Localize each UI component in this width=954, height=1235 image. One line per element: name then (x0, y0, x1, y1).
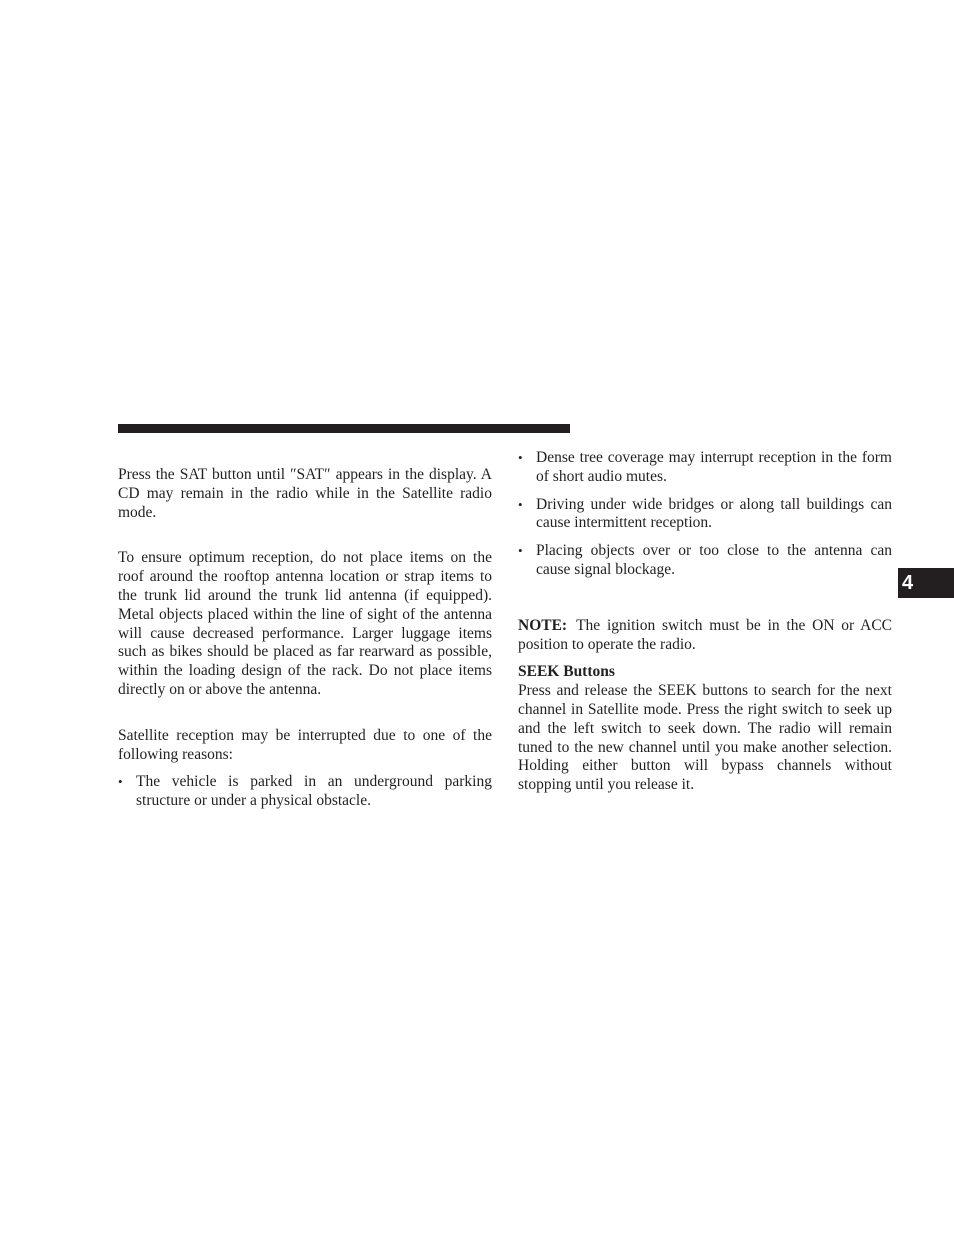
antenna-paragraph: To ensure optimum reception, do not place items on the roof around the rooftop antenna location or strap items to the trunk lid around the trunk lid antenna (if equipped). Metal objects placed within the line of sight of the antenna will cause decreased performance. Larger luggage items such as bikes should be placed as far rearward as possible, within the loading design of the rack. Do not place items directly on or above the antenna. (118, 549, 492, 698)
bullet-icon: • (518, 496, 523, 512)
list-item (518, 496, 892, 534)
reception-intro-paragraph: Satellite reception may be interrupted due to one of the following reasons: (118, 726, 492, 763)
chapter-tab: 4 (898, 568, 954, 598)
reception-bullet-list-right (518, 449, 892, 580)
list-item (518, 542, 892, 580)
note-paragraph (518, 617, 892, 655)
bullet-text: Placing objects over or too close to the antenna can cause signal blockage. (536, 542, 892, 578)
bullet-text: Driving under wide bridges or along tall buildings can cause intermittent reception. (536, 495, 892, 532)
right-column (518, 449, 892, 795)
reception-bullet-list-left (118, 773, 492, 811)
bullet-icon: • (518, 450, 523, 465)
bullet-text: Dense tree coverage may interrupt reception in the form of short audio mutes. (536, 449, 892, 485)
list-item (518, 449, 892, 487)
seek-buttons-paragraph: Press and release the SEEK buttons to search for the next channel in Satellite mode. Press the right switch to seek up and the left switch to seek down. The radio will remain tuned to the new channel until you make another selection. Holding either button will bypass channels without stopping until you release it. (518, 682, 892, 794)
sat-mode-paragraph: Press the SAT button until ″SAT″ appears in the display. A CD may remain in the radio while in the Satellite radio mode. (118, 466, 492, 521)
note-text: The ignition switch must be in the ON or ACC position to operate the radio. (518, 616, 892, 653)
bullet-icon: • (518, 543, 523, 559)
bullet-icon: • (118, 774, 123, 790)
section-rule (118, 424, 570, 433)
left-column (118, 466, 492, 811)
bullet-text: The vehicle is parked in an underground parking structure or under a physical obstacle. (136, 773, 492, 810)
note-label: NOTE: (518, 616, 568, 634)
list-item (118, 773, 492, 811)
seek-buttons-heading: SEEK Buttons (518, 663, 615, 681)
